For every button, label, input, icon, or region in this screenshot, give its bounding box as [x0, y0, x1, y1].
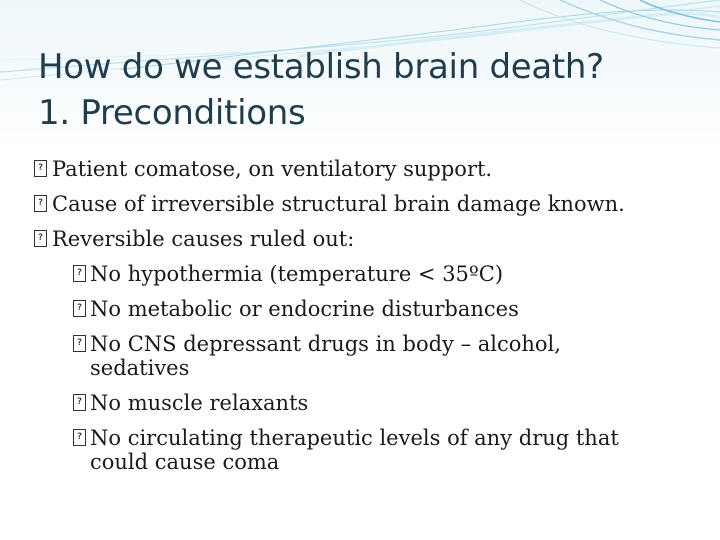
- missing-glyph-box-icon: [34, 160, 47, 177]
- bullet-text: No muscle relaxants: [90, 391, 309, 415]
- list-item: [34, 297, 694, 321]
- bullet-text-line-1: No CNS depressant drugs in body – alcohol,: [90, 332, 561, 356]
- list-item: [34, 391, 694, 415]
- slide-title: [38, 44, 698, 136]
- list-item: [34, 262, 694, 286]
- missing-glyph-box-icon: [73, 394, 86, 411]
- bullet-text: No metabolic or endocrine disturbances: [90, 297, 519, 321]
- bullet-list: [34, 157, 694, 485]
- list-item: [34, 157, 694, 181]
- missing-glyph-box-icon: [73, 300, 86, 317]
- bullet-text: Cause of irreversible structural brain damage known.: [52, 192, 625, 216]
- bullet-text: No hypothermia (temperature < 35ºC): [90, 262, 504, 286]
- bullet-text-line-2: could cause coma: [90, 450, 280, 474]
- title-line-1: How do we establish brain death?: [38, 47, 604, 87]
- missing-glyph-box-icon: [73, 335, 86, 352]
- bullet-text: Patient comatose, on ventilatory support.: [52, 157, 493, 181]
- list-item: [34, 192, 694, 216]
- list-item: [34, 332, 694, 380]
- title-line-2: 1. Preconditions: [38, 93, 306, 133]
- list-item: [34, 426, 694, 474]
- missing-glyph-box-icon: [73, 265, 86, 282]
- bullet-text: Reversible causes ruled out:: [52, 227, 355, 251]
- missing-glyph-box-icon: [34, 195, 47, 212]
- bullet-text-line-1: No circulating therapeutic levels of any drug that: [90, 426, 619, 450]
- list-item: [34, 227, 694, 251]
- missing-glyph-box-icon: [34, 230, 47, 247]
- bullet-text-line-2: sedatives: [90, 356, 190, 380]
- missing-glyph-box-icon: [73, 429, 86, 446]
